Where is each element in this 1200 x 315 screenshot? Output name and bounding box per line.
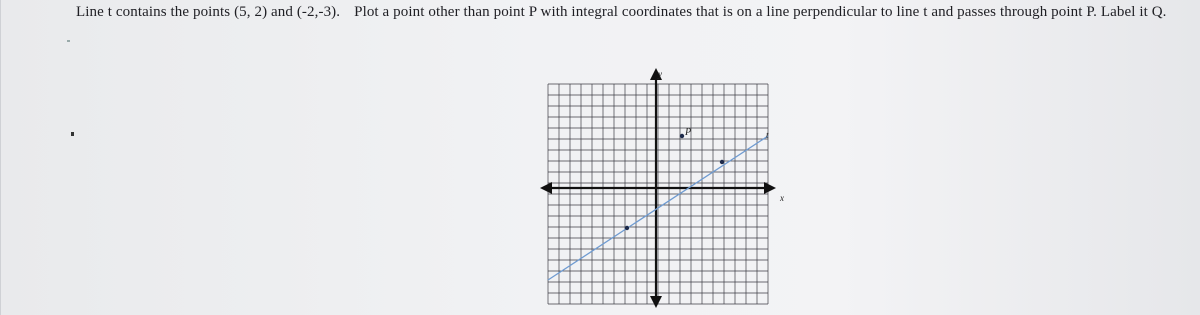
line-t-label: t — [766, 130, 769, 140]
problem-sentence-1: Line t contains the points (5, 2) and (-2,-3). — [76, 4, 341, 20]
stray-mark — [67, 40, 70, 42]
point-p[interactable] — [680, 134, 684, 138]
problem-sentence-2: Plot a point other than point P with integral coordinates that is on a line perpendicular to line t and passes through point P. Label it Q. — [354, 4, 1167, 20]
grid-lines — [548, 84, 768, 304]
y-axis-label: y — [658, 69, 662, 79]
x-axis-label: x — [780, 193, 784, 203]
x-axis-left-arrow — [540, 182, 552, 194]
line-t-point-5-2 — [720, 160, 724, 164]
bullet-dot — [71, 132, 74, 136]
x-axis-right-arrow — [764, 182, 776, 194]
problem-text — [76, 4, 1186, 21]
y-axis-bottom-arrow — [650, 296, 662, 308]
page-edge — [0, 0, 1, 315]
coordinate-grid[interactable] — [540, 68, 790, 308]
line-t-point-neg2-neg3 — [625, 226, 629, 230]
point-p-label: P — [685, 127, 692, 138]
